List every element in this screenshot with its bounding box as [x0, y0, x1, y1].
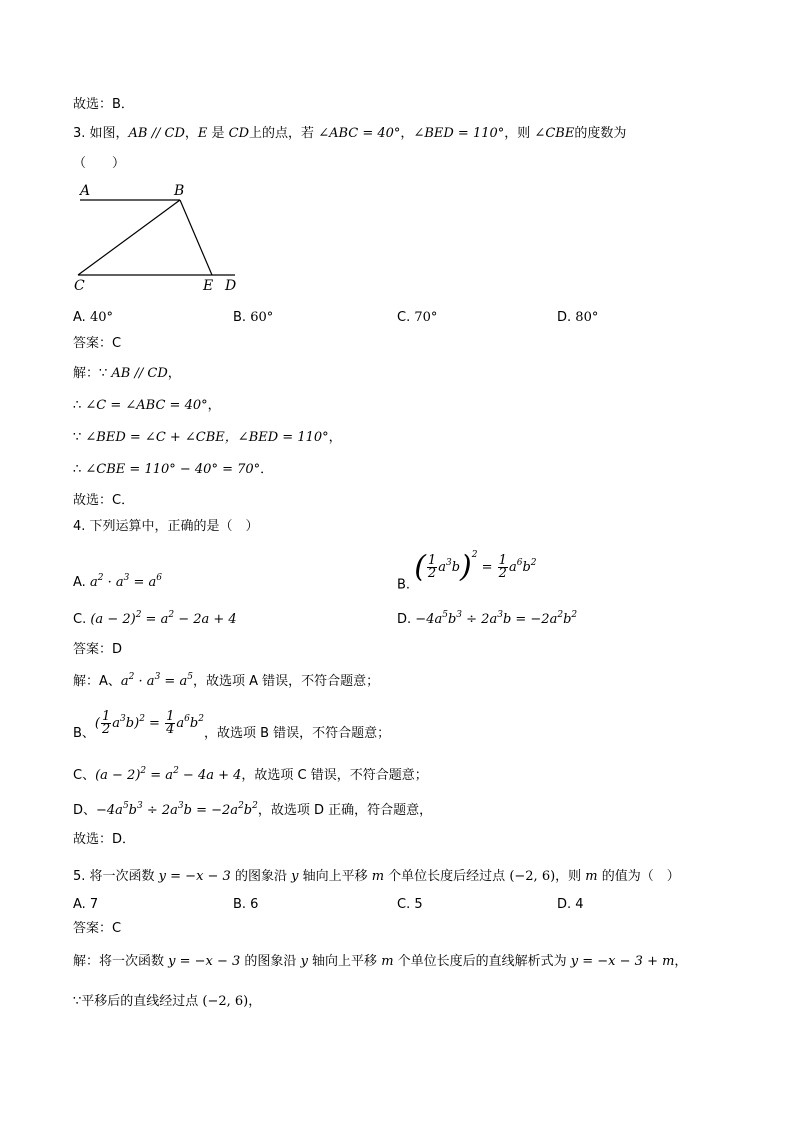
text: ，: [248, 994, 262, 1009]
point: (−2, 6): [509, 869, 556, 884]
q3-angle-cbe: ∠CBE: [534, 126, 575, 141]
option-label: B.: [233, 310, 247, 325]
q3-then: ，则: [504, 126, 535, 141]
option-label: A.: [73, 575, 86, 590]
q3-is: 是: [207, 126, 229, 141]
q5-solution-line-1: [73, 953, 687, 971]
math: $(a - 2)^2 = a^2 - 4a + 4$: [95, 766, 242, 783]
text: 的图象沿: [240, 954, 301, 969]
var-y: y: [291, 869, 299, 884]
option-label: A.: [73, 310, 86, 325]
q5-solution-line-2: [73, 993, 261, 1011]
q3-on-text: 上的点，若: [249, 126, 319, 141]
prefix: ∴: [73, 398, 86, 413]
option-label: C.: [397, 310, 411, 325]
q3-comma-2: ，: [400, 126, 414, 141]
text: ，则: [555, 869, 586, 884]
q5-answer: 答案：C: [73, 921, 122, 936]
label-d: D: [225, 278, 237, 294]
option-value: 80°: [575, 310, 599, 325]
q4-option-c: [73, 611, 237, 629]
q3-solution-line-2: [73, 397, 221, 415]
q3-number: 3. 如图，: [73, 126, 129, 141]
q3-final: 故选：C．: [73, 493, 135, 508]
var-m: m: [381, 954, 394, 969]
previous-answer-line: 故选：B．: [73, 97, 134, 112]
math: ( $\frac{1}{2}$ $a^3b)^2$ = $\frac{1}{4}$ $a^6b^2$: [94, 709, 204, 737]
option-expr: $a^2 \cdot a^3 = a^6$: [89, 573, 162, 590]
label-b: B: [174, 183, 185, 199]
math: $-4a^5b^3 \div 2a^3b = -2a^2b^2$: [96, 801, 258, 818]
segment-bc: [78, 200, 180, 275]
q5-option-d: D. 4: [557, 897, 584, 912]
label-c: C: [74, 278, 85, 294]
point: (−2, 6): [202, 994, 249, 1009]
suffix: ，故选项 C 错误，不符合题意；: [241, 768, 428, 783]
text: 个单位长度后的直线解析式为: [393, 954, 571, 969]
suffix: ．: [260, 462, 274, 477]
suffix: ，: [167, 366, 181, 381]
option-value: 40°: [89, 310, 113, 325]
q3-segment-cd: CD: [228, 126, 250, 141]
option-label: C.: [73, 612, 87, 627]
segment-be: [180, 200, 212, 275]
prefix: ∵: [73, 430, 86, 445]
option-expr: $-4a^5b^3 \div 2a^3b = -2a^2b^2$: [415, 610, 578, 627]
q4-option-a: [73, 574, 162, 592]
math: ∠BED = ∠C + ∠CBE，∠BED = 110°: [85, 430, 329, 445]
prefix: B、: [73, 726, 95, 741]
q5-option-b: B. 6: [233, 897, 259, 912]
q3-comma: ，: [184, 126, 198, 141]
text: 个单位长度后经过点: [384, 869, 510, 884]
q3-stem: [73, 125, 626, 143]
q3-solution-line-4: [73, 461, 273, 479]
function-expr: y = −x − 3: [158, 869, 231, 884]
q4-title: 4. 下列运算中，正确的是（ ）: [73, 519, 259, 534]
option-expr: ( $\frac{1}{2}$ $a^3b)^2$ = $\frac{1}{2}$ $a^6b^2$: [414, 549, 537, 584]
q3-degree-text: 的度数为: [574, 126, 627, 141]
q4-answer: 答案：D: [73, 642, 123, 657]
text: 的值为（ ）: [597, 869, 680, 884]
suffix: ，故选项 B 错误，不符合题意；: [203, 726, 391, 741]
q3-angle-abc: ∠ABC = 40°: [318, 126, 401, 141]
var-y: y: [300, 954, 308, 969]
q3-point-e: E: [197, 126, 208, 141]
q3-solution-line-3: [73, 429, 342, 447]
q3-option-c: [397, 309, 437, 327]
q5-option-a: A. 7: [73, 897, 99, 912]
text: ∵平移后的直线经过点: [73, 994, 203, 1009]
q3-geometry-figure: [70, 180, 250, 295]
prefix: C、: [73, 768, 96, 783]
option-expr: $(a - 2)^2 = a^2 - 2a + 4$: [90, 610, 237, 627]
option-label: D.: [557, 310, 572, 325]
label-a: A: [80, 183, 91, 199]
var-m-2: m: [585, 869, 598, 884]
q4-option-d: [397, 611, 577, 629]
option-label: B.: [397, 577, 411, 593]
text: 5. 将一次函数: [73, 869, 159, 884]
q3-option-d: [557, 309, 598, 327]
text: 的图象沿: [230, 869, 292, 884]
q3-option-b: [233, 309, 273, 327]
option-value: 70°: [414, 310, 438, 325]
q3-angle-bed: ∠BED = 110°: [413, 126, 505, 141]
q4-solution-d: [73, 802, 432, 820]
q4-solution-b: [73, 710, 390, 748]
q4-final: 故选：D．: [73, 832, 136, 847]
option-value: 60°: [250, 310, 274, 325]
prefix: ∴: [73, 462, 86, 477]
function-expr: y = −x − 3: [168, 954, 241, 969]
suffix: ，: [207, 398, 221, 413]
text: 轴向上平移: [298, 869, 372, 884]
result-expr: y = −x − 3 + m: [570, 954, 675, 969]
math: $a^2 \cdot a^3 = a^5$: [120, 672, 193, 689]
q4-solution-a: [73, 673, 379, 691]
q4-option-b: [397, 549, 537, 601]
suffix: ，故选项 A 错误，不符合题意；: [192, 674, 380, 689]
math: ∠C = ∠ABC = 40°: [85, 398, 208, 413]
prefix: D、: [73, 803, 97, 818]
q3-paren: （ ）: [73, 156, 126, 171]
suffix: ，故选项 D 正确，符合题意，: [257, 803, 433, 818]
q3-option-a: [73, 309, 113, 327]
suffix: ，: [328, 430, 342, 445]
q3-solution-line-1: [73, 365, 181, 383]
prefix: 解：∵: [73, 366, 112, 381]
option-label: D.: [397, 612, 412, 627]
text: ，: [674, 954, 688, 969]
math: AB // CD: [111, 366, 168, 381]
label-e: E: [203, 278, 214, 294]
q4-solution-c: [73, 767, 428, 785]
q5-stem: [73, 868, 680, 886]
text: 解：将一次函数: [73, 954, 169, 969]
q5-option-c: C. 5: [397, 897, 423, 912]
q3-parallel-expr: AB // CD: [128, 126, 185, 141]
text: 轴向上平移: [307, 954, 382, 969]
prefix: 解：A、: [73, 674, 121, 689]
q3-answer: 答案：C: [73, 336, 122, 351]
var-m: m: [371, 869, 385, 884]
math: ∠CBE = 110° − 40° = 70°: [85, 462, 261, 477]
